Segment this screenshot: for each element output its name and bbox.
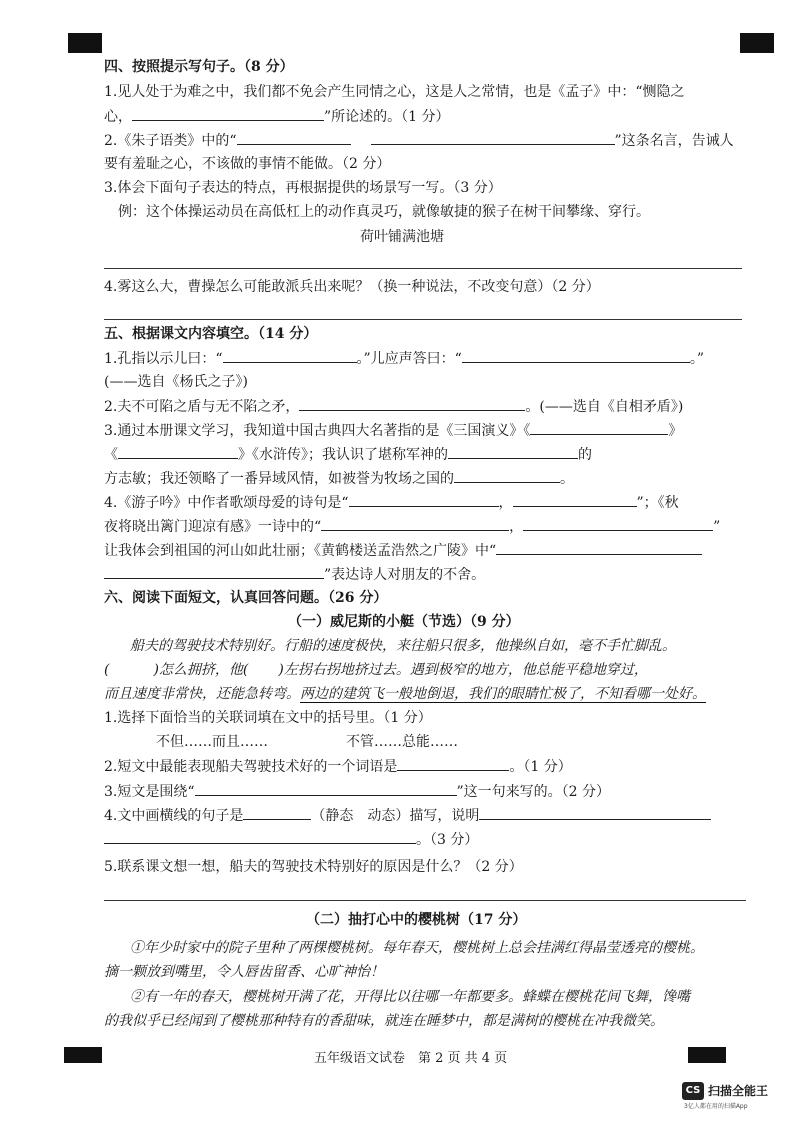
passage-2-line1: ①年少时家中的院子里种了两棵樱桃树。每年春天，樱桃树上总会挂满红得晶莹透亮的樱桃。 <box>130 940 704 956</box>
passage-2-line2: 摘一颗放到嘴里，令人唇齿留香、心旷神怡！ <box>104 964 384 980</box>
s6-q4-prefix: 4.文中画横线的句子是 <box>104 808 244 824</box>
s6-q2-suffix: 。（1 分） <box>509 759 572 775</box>
s5-q3-line3 <box>104 468 574 489</box>
answer-blank[interactable] <box>195 781 457 796</box>
answer-blank[interactable] <box>513 492 637 507</box>
answer-line[interactable] <box>104 319 742 320</box>
app-name: 扫描全能王 <box>708 1084 769 1098</box>
s5-q4-comma2: ， <box>509 519 524 535</box>
s6-q4-line2 <box>104 829 478 850</box>
registration-mark-top-left <box>68 33 102 53</box>
passage-1-line2 <box>104 660 648 680</box>
s5-q3-line2 <box>104 444 592 465</box>
registration-mark-bottom-right <box>688 1047 726 1063</box>
s4-q2-suffix: ”这条名言，告诫人 <box>614 133 734 149</box>
s5-q4-line4 <box>104 564 485 585</box>
s4-q4: 4.雾这么大，曹操怎么可能敢派兵出来呢？（换一种说法，不改变句意）（2 分） <box>104 279 600 295</box>
s5-q3-end: 。 <box>560 471 574 487</box>
s4-q1-suffix: ”所论述的。（1 分） <box>324 109 450 125</box>
answer-blank[interactable] <box>243 805 311 820</box>
s5-q2-suffix: 。(——选自《自相矛盾》) <box>525 399 684 415</box>
s5-q2 <box>104 396 683 417</box>
answer-blank[interactable] <box>223 348 357 363</box>
answer-blank[interactable] <box>321 516 509 531</box>
s4-q2-line2: 要有羞耻之心，不该做的事情不能做。（2 分） <box>104 156 391 172</box>
s5-q3-prefix: 3.通过本册课文学习，我知道中国古典四大名著指的是《三国演义》《 <box>104 423 531 439</box>
s4-q3: 3.体会下面句子表达的特点，再根据提供的场景写一写。（3 分） <box>104 180 502 196</box>
s4-q1-line1: 1.见人处于为难之中，我们都不免会产生同情之心，这是人之常情，也是《孟子》中：“恻隐之 <box>104 84 685 100</box>
s6-option-2: 不管……总能…… <box>346 734 458 750</box>
s6-q3-suffix: ”这一句来写的。（2 分） <box>456 784 611 800</box>
answer-blank[interactable] <box>397 756 509 771</box>
s6-q4-end: 。（3 分） <box>416 832 479 848</box>
s5-q2-prefix: 2.夫不可陷之盾与无不陷之矛， <box>104 399 300 415</box>
s5-q3-mid: 》《水浒传》；我认识了堪称军神的 <box>238 447 448 463</box>
answer-blank[interactable] <box>237 130 351 145</box>
s5-q1-end: 。” <box>689 351 705 367</box>
s4-q1-line2 <box>104 106 450 127</box>
s5-q4-close: ” <box>713 519 721 535</box>
answer-blank[interactable] <box>530 420 668 435</box>
s5-q4-end: ”表达诗人对朋友的不舍。 <box>324 567 486 583</box>
passage-1-line3 <box>104 684 706 704</box>
paren-open: ( <box>104 662 110 678</box>
passage-2-line3: ②有一年的春天，樱桃树开满了花，开得比以往哪一年都要多。蜂蝶在樱桃花间飞舞，馋嘴 <box>130 989 690 1005</box>
scanner-app-watermark <box>682 1080 782 1116</box>
passage-2-line4: 的我似乎已经闻到了樱桃那种特有的香甜味，就连在睡梦中，都是满树的樱桃在冲我微笑。 <box>104 1013 664 1029</box>
answer-blank[interactable] <box>349 492 499 507</box>
s5-q1-mid: 。”儿应声答曰：“ <box>356 351 462 367</box>
s6-q3-prefix: 3.短文是围绕“ <box>104 784 195 800</box>
s5-q3-de: 的 <box>578 447 592 463</box>
passage-1-mid: )怎么拥挤，他( <box>153 662 249 678</box>
section-4-title: 四、按照提示写句子。（8 分） <box>104 59 294 75</box>
s4-q1-prefix: 心， <box>104 109 132 125</box>
registration-mark-top-right <box>740 33 774 53</box>
passage-1-line3-text: 而且速度非常快，还能急转弯。 <box>104 686 300 702</box>
answer-line[interactable] <box>104 900 746 901</box>
s6-q3 <box>104 781 610 802</box>
underlined-sentence: 两边的建筑飞一般地倒退，我们的眼睛忙极了，不知看哪一处好。 <box>300 686 706 702</box>
answer-blank[interactable] <box>104 829 416 844</box>
s6-q4 <box>104 805 711 826</box>
s5-q4-suffix: ”；《秋 <box>636 495 679 511</box>
s5-q1 <box>104 348 704 369</box>
passage-1-rest: )左拐右拐地挤过去。遇到极窄的地方，他总能平稳地穿过， <box>278 662 648 678</box>
s5-q1-prefix: 1.孔指以示儿曰：“ <box>104 351 223 367</box>
passage-1-line1: 船夫的驾驶技术特别好。行船的速度极快，来往船只很多，他操纵自如，毫不手忙脚乱。 <box>130 638 676 654</box>
answer-blank[interactable] <box>523 516 713 531</box>
registration-mark-bottom-left <box>64 1047 102 1063</box>
answer-blank[interactable] <box>496 540 702 555</box>
passage-1-title: （一）威尼斯的小艇（节选）（9 分） <box>288 614 520 630</box>
s4-q2-prefix: 2.《朱子语类》中的“ <box>104 133 237 149</box>
s5-q3-text: 方志敏；我还领略了一番异域风情，如被誉为牧场之国的 <box>104 471 454 487</box>
s5-q4-line1 <box>104 492 679 513</box>
page-footer: 五年级语文试卷 第 2 页 共 4 页 <box>314 1051 508 1066</box>
s6-q5: 5.联系课文想一想，船夫的驾驶技术特别好的原因是什么？（2 分） <box>104 859 523 875</box>
answer-blank[interactable] <box>454 468 560 483</box>
s4-example: 例：这个体操运动员在高低杠上的动作真灵巧，就像敏捷的猴子在树干间攀缘、穿行。 <box>118 204 650 220</box>
s5-q4-comma: ， <box>498 495 513 511</box>
s5-q4-line3 <box>104 540 702 561</box>
cs-logo-icon: CS <box>682 1082 704 1100</box>
answer-blank[interactable] <box>462 348 690 363</box>
section-5-title: 五、根据课文内容填空。（14 分） <box>104 326 318 342</box>
answer-blank[interactable] <box>132 106 324 121</box>
section-6-title: 六、阅读下面短文，认真回答问题。（26 分） <box>104 590 388 606</box>
s5-q4-line2 <box>104 516 720 537</box>
answer-line[interactable] <box>104 268 742 269</box>
s5-q1-source: (——选自《杨氏之子》) <box>104 374 248 390</box>
s5-q3-bracket: 》 <box>668 423 683 439</box>
s6-q2 <box>104 756 572 777</box>
passage-2-title: （二）抽打心中的樱桃树（17 分） <box>306 912 527 928</box>
s5-q4-prefix: 4.《游子吟》中作者歌颂母爱的诗句是“ <box>104 495 349 511</box>
s5-q3-line1 <box>104 420 682 441</box>
answer-blank[interactable] <box>448 444 578 459</box>
answer-blank[interactable] <box>118 444 238 459</box>
s4-q2-line1 <box>104 130 734 151</box>
answer-blank[interactable] <box>479 805 711 820</box>
s6-q4-mid: （静态 动态）描写，说明 <box>311 808 480 824</box>
s5-q3-open: 《 <box>104 447 118 463</box>
s6-option-1: 不但……而且…… <box>156 734 268 750</box>
s6-q2-prefix: 2.短文中最能表现船夫驾驶技术好的一个词语是 <box>104 759 398 775</box>
answer-blank[interactable] <box>104 564 324 579</box>
answer-blank[interactable] <box>299 396 525 411</box>
s4-scene: 荷叶铺满池塘 <box>360 229 444 245</box>
s5-q4-text: 让我体会到祖国的河山如此壮丽；《黄鹤楼送孟浩然之广陵》中“ <box>104 543 497 559</box>
s5-q4-poem: 夜将晓出篱门迎凉有感》一诗中的“ <box>104 519 322 535</box>
s6-q1: 1.选择下面恰当的关联词填在文中的括号里。（1 分） <box>104 710 432 726</box>
answer-blank[interactable] <box>371 130 615 145</box>
app-tagline: 3亿人都在用的扫描App <box>684 1103 748 1110</box>
